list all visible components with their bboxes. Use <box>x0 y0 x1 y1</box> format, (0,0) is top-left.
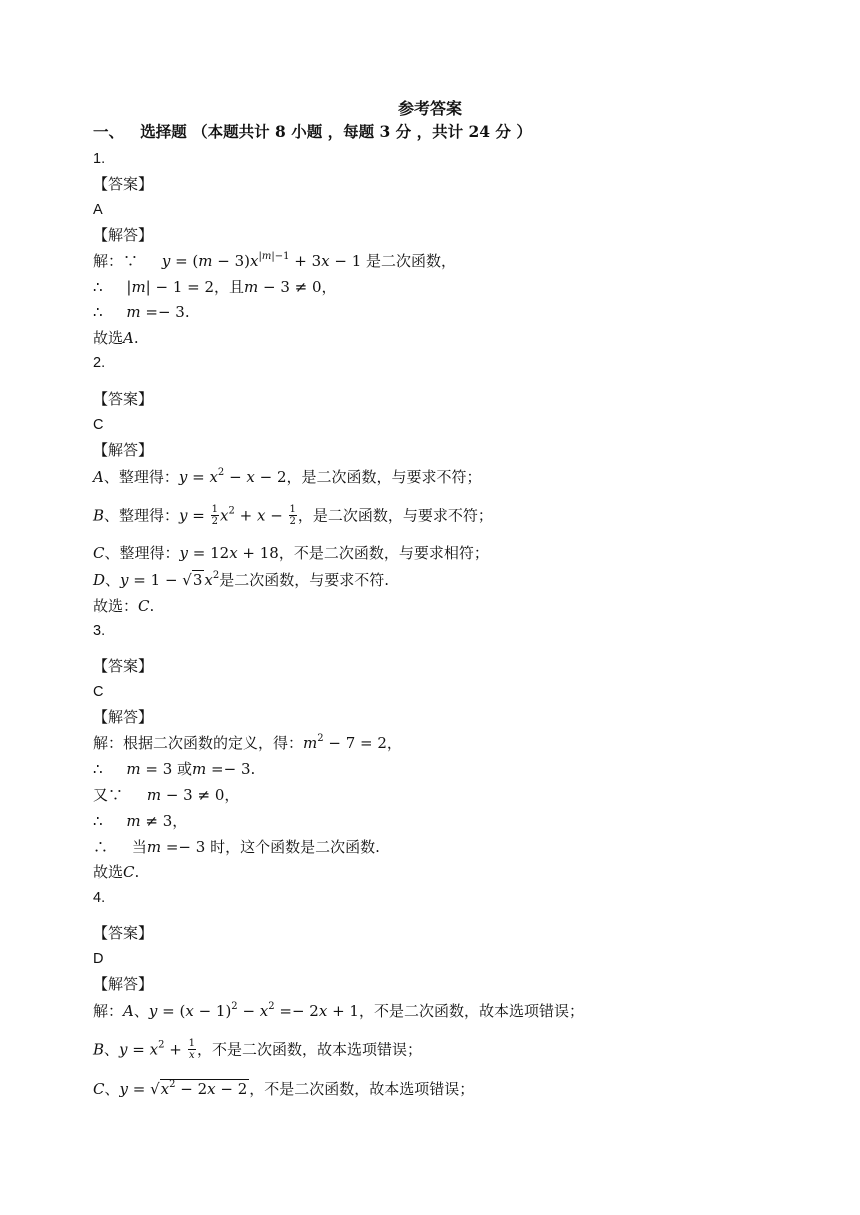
solution-line: B、$y = x^2$ + $\frac{1}{x}$ ，不是二次函数，故本选项错误； <box>93 1038 422 1061</box>
solution-line: ∴ m =− 3. <box>93 303 190 321</box>
solution-label: 【解答】 <box>93 441 154 459</box>
answer-label: 【答案】 <box>93 924 154 942</box>
solution-line: B、整理得：y = $\frac{1}{2}$ $x^2 + x$ − $\frac{1}{2}$ ，是二次函数，与要求不符； <box>93 504 493 527</box>
solution-line: 解：∵ $y = (m - 3)x^{|m|-1} + 3x - 1$ 是二次函数， <box>93 251 457 270</box>
solution-line: ∴ m ≠ 3， <box>93 812 188 830</box>
answer-label: 【答案】 <box>93 175 154 193</box>
solution-line: ∴ m = 3 或m =− 3. <box>93 760 256 778</box>
solution-label: 【解答】 <box>93 226 154 244</box>
question-number: 1. <box>93 151 106 167</box>
solution-line: C、整理得：y = 12x + 18，不是二次函数，与要求相符； <box>93 544 489 562</box>
question-number: 4. <box>93 890 106 906</box>
section-number: 一、 <box>93 122 125 141</box>
solution-line: 故选A. <box>93 329 139 347</box>
solution-line: 故选：C. <box>93 597 155 615</box>
answer-value: C <box>93 684 104 700</box>
answer-value: A <box>93 202 103 218</box>
solution-line: 故选C. <box>93 863 140 881</box>
solution-line: D、y = 1 − √3 $x^2$是二次函数，与要求不符. <box>93 570 390 589</box>
solution-line: 又∵ m − 3 ≠ 0， <box>93 786 240 804</box>
solution-label: 【解答】 <box>93 975 154 993</box>
solution-line: A、整理得：$y = x^2 - x - 2$，是二次函数，与要求不符； <box>93 467 482 486</box>
solution-line: 解：根据二次函数的定义，得：$m^2 - 7 = 2$， <box>93 733 402 752</box>
question-number: 3. <box>93 623 106 639</box>
section-text: 选择题 （本题共计 8 小题 ，每题 3 分 ，共计 24 分 ） <box>140 122 532 141</box>
question-number: 2. <box>93 355 106 371</box>
answer-label: 【答案】 <box>93 657 154 675</box>
solution-label: 【解答】 <box>93 708 154 726</box>
solution-line: ∴ 当m =− 3 时，这个函数是二次函数. <box>93 838 380 856</box>
answer-label: 【答案】 <box>93 390 154 408</box>
solution-line: ∴ |m| − 1 = 2，且m − 3 ≠ 0， <box>93 278 337 296</box>
answer-value: D <box>93 951 104 967</box>
section-heading <box>93 122 532 142</box>
answer-value: C <box>93 417 104 433</box>
solution-line: 解：A、$y = (x - 1)^2 - x^2 =- 2x + 1$，不是二次函数，故本选项错误； <box>93 1001 584 1020</box>
solution-line: C、$y = √x^2 - 2x - 2$ ，不是二次函数，故本选项错误； <box>93 1079 475 1098</box>
page-title: 参考答案 <box>397 99 462 118</box>
